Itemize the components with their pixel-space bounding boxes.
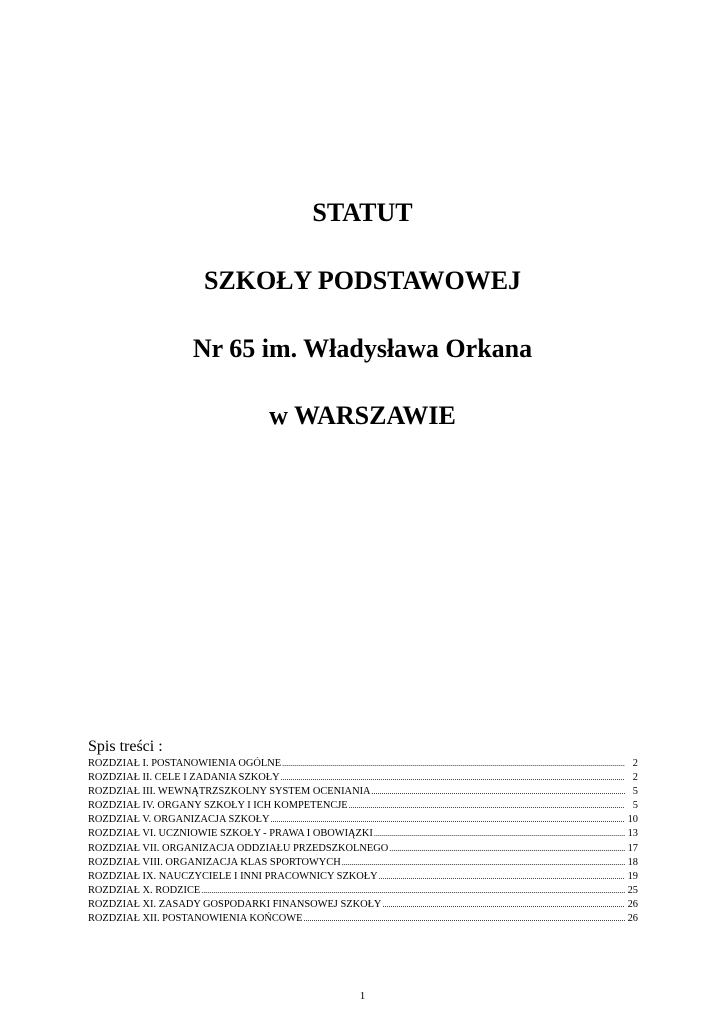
toc-entry[interactable] xyxy=(88,842,638,856)
toc-entry-page: 17 xyxy=(627,842,638,854)
toc-entry-page: 26 xyxy=(627,898,638,910)
toc-entry[interactable] xyxy=(88,813,638,827)
toc-entry-page: 26 xyxy=(627,913,638,925)
toc-entry-label: ROZDZIAŁ III. WEWNĄTRZSZKOLNY SYSTEM OCENIANIA xyxy=(88,786,371,798)
toc-entry-label: ROZDZIAŁ V. ORGANIZACJA SZKOŁY xyxy=(88,814,270,826)
toc-entry-label: ROZDZIAŁ VII. ORGANIZACJA ODDZIAŁU PRZEDSZKOLNEGO xyxy=(88,842,389,854)
toc-dot-leader xyxy=(379,870,625,884)
toc-dot-leader xyxy=(281,771,625,785)
title-line-school-type: SZKOŁY PODSTAWOWEJ xyxy=(203,266,522,295)
toc-entry-label: ROZDZIAŁ VIII. ORGANIZACJA KLAS SPORTOWYCH xyxy=(88,856,341,868)
toc-entry[interactable] xyxy=(88,856,638,870)
toc-dot-leader xyxy=(342,856,625,870)
toc-entry[interactable] xyxy=(88,771,638,785)
toc-entry[interactable] xyxy=(88,785,638,799)
toc-entry-page: 2 xyxy=(632,758,638,769)
table-of-contents xyxy=(88,738,638,926)
toc-entry-page: 18 xyxy=(627,856,638,868)
toc-dot-leader xyxy=(382,898,625,912)
toc-entry-label: ROZDZIAŁ XI. ZASADY GOSPODARKI FINANSOWEJ SZKOŁY xyxy=(88,898,382,910)
toc-entry[interactable] xyxy=(88,870,638,884)
toc-dot-leader xyxy=(389,842,625,856)
toc-entry[interactable] xyxy=(88,757,638,771)
toc-entry-page: 25 xyxy=(627,884,638,896)
toc-entry[interactable] xyxy=(88,827,638,841)
toc-dot-leader xyxy=(372,785,625,799)
toc-heading: Spis treści : xyxy=(88,738,163,755)
toc-entry-page: 2 xyxy=(632,772,638,784)
toc-entry-page: 13 xyxy=(627,828,638,840)
toc-dot-leader xyxy=(303,912,625,926)
toc-entry[interactable] xyxy=(88,898,638,912)
toc-dot-leader xyxy=(374,827,625,841)
toc-dot-leader xyxy=(349,799,625,813)
title-line-statut: STATUT xyxy=(312,198,413,227)
toc-dot-leader xyxy=(201,884,625,898)
toc-entry-label: ROZDZIAŁ II. CELE I ZADANIA SZKOŁY xyxy=(88,772,280,784)
toc-entry-label: ROZDZIAŁ X. RODZICE xyxy=(88,884,201,896)
toc-entry-page: 5 xyxy=(632,786,638,798)
toc-dot-leader xyxy=(282,757,625,771)
toc-entry[interactable] xyxy=(88,884,638,898)
toc-entry-page: 10 xyxy=(627,814,638,826)
toc-entry-label: ROZDZIAŁ XII. POSTANOWIENIA KOŃCOWE xyxy=(88,913,303,925)
page-number: 1 xyxy=(359,990,366,1002)
toc-entry[interactable] xyxy=(88,799,638,813)
toc-entry-label: ROZDZIAŁ VI. UCZNIOWIE SZKOŁY - PRAWA I OBOWIĄZKI xyxy=(88,828,373,840)
toc-dot-leader xyxy=(270,813,625,827)
toc-entry-page: 19 xyxy=(627,870,638,882)
title-line-city: w WARSZAWIE xyxy=(269,401,456,430)
toc-list xyxy=(88,757,638,926)
toc-entry-page: 5 xyxy=(632,800,638,812)
title-line-school-name: Nr 65 im. Władysława Orkana xyxy=(192,334,533,363)
toc-entry-label: ROZDZIAŁ IX. NAUCZYCIELE I INNI PRACOWNICY SZKOŁY xyxy=(88,870,378,882)
toc-entry-label: ROZDZIAŁ IV. ORGANY SZKOŁY I ICH KOMPETENCJE xyxy=(88,800,348,812)
toc-entry[interactable] xyxy=(88,912,638,926)
toc-entry-label: ROZDZIAŁ I. POSTANOWIENIA OGÓLNE xyxy=(88,758,282,769)
